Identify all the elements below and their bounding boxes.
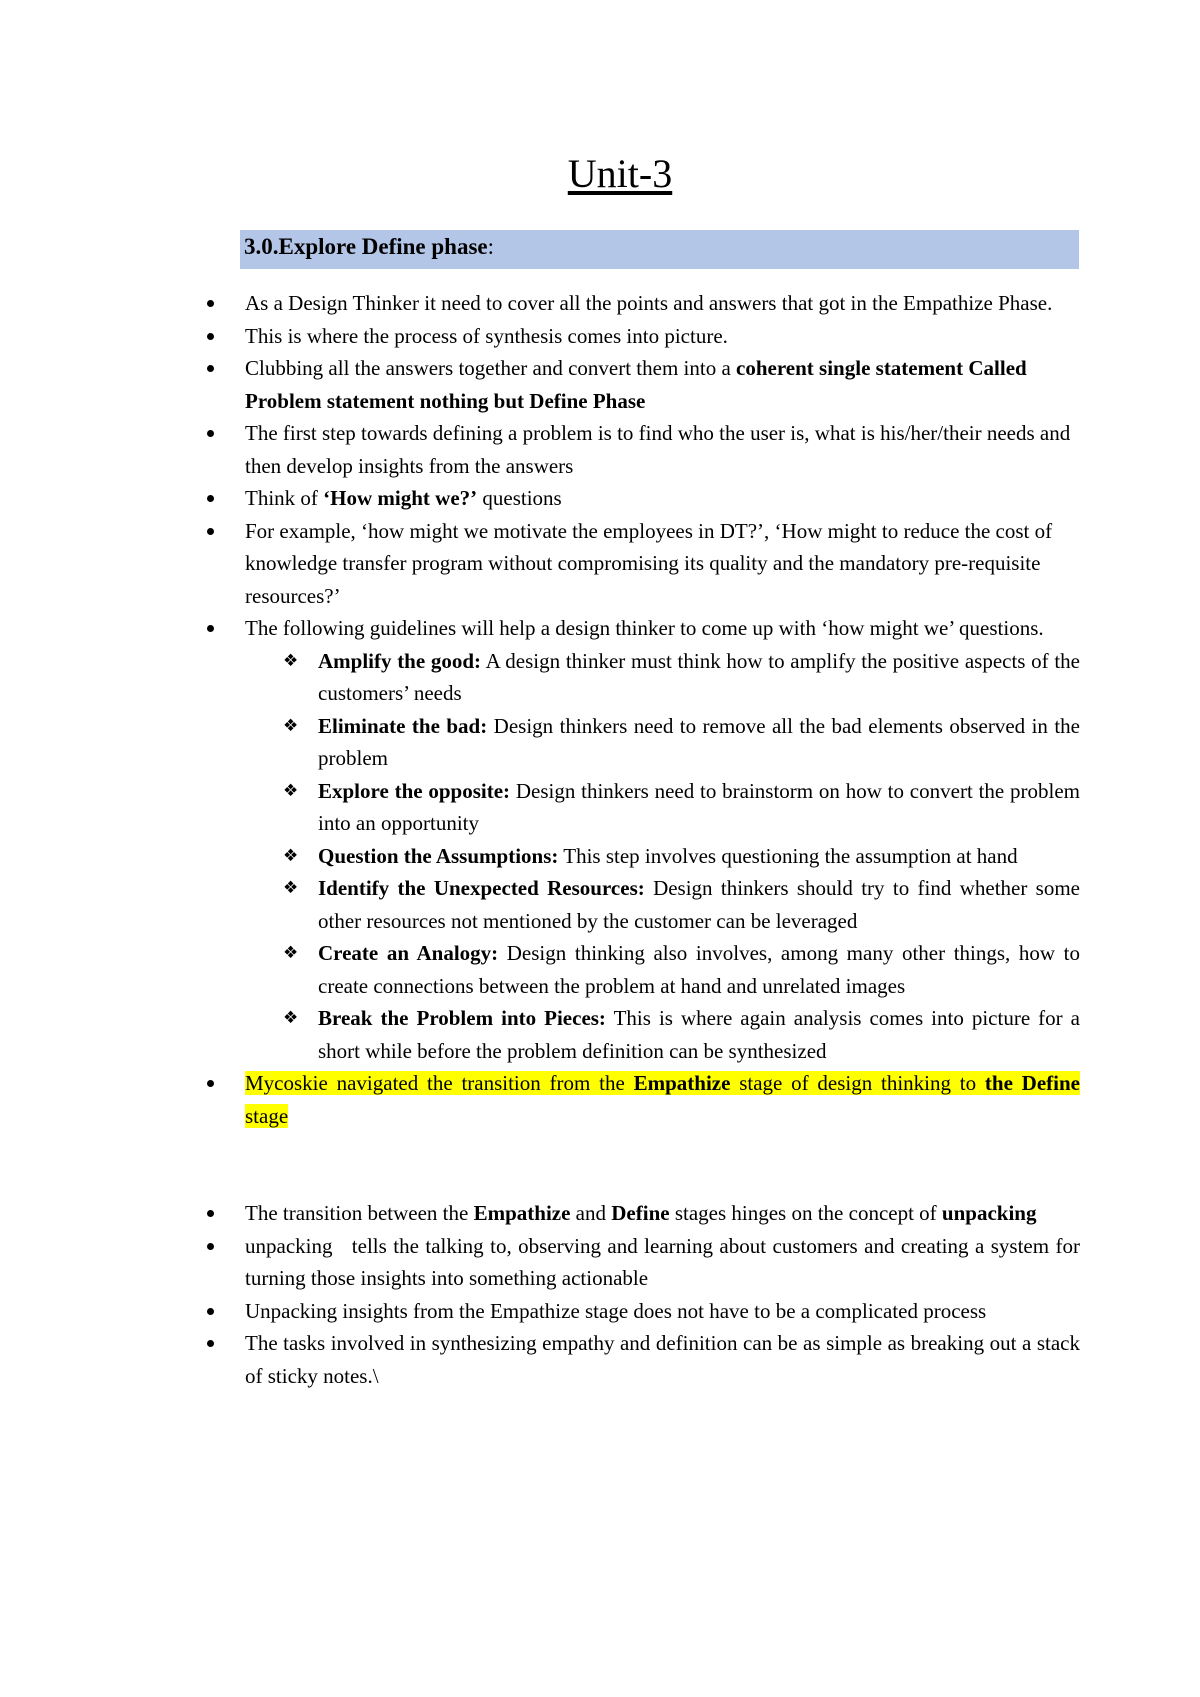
list-item-text: The first step towards defining a problem is to find who the user is, what is his/her/their needs and then develop insights from the answers: [245, 421, 1071, 478]
guideline-text: A design thinker must think how to amplify the positive aspects of the customers’ needs: [318, 648, 1080, 705]
list-item: [0, 1230, 1200, 1295]
guideline-term: Create an Analogy:: [318, 941, 499, 965]
bullet-dot-icon: [207, 1308, 214, 1315]
list-item-text: The following guidelines will help a design thinker to come up with ‘how might we’ questions.: [245, 616, 1044, 640]
bullet-dot-icon: [207, 625, 214, 632]
guideline-text: Design thinkers need to remove all the bad elements observed in the problem: [318, 713, 1081, 770]
list-item: [0, 1295, 1200, 1328]
guideline-term: Explore the opposite:: [318, 778, 511, 803]
section-heading-bar: [240, 230, 1079, 269]
highlighted-text-part: stage: [245, 1103, 289, 1128]
highlighted-bold-text: Empathize: [633, 1071, 731, 1095]
guideline-item: [0, 775, 1200, 840]
section-heading: [244, 234, 494, 260]
list-item-highlighted: [0, 1067, 1200, 1132]
list-item-bold-text: unpacking: [941, 1201, 1037, 1225]
highlighted-bold-text: the Define: [984, 1071, 1080, 1095]
bullet-dot-icon: [207, 528, 214, 535]
four-diamond-icon: ❖: [283, 878, 299, 898]
guideline-item: [0, 840, 1200, 873]
guideline-item: [0, 645, 1200, 710]
list-item-text: Unpacking insights from the Empathize stage does not have to be a complicated process: [245, 1298, 987, 1323]
list-item: [0, 320, 1200, 353]
document-body: [0, 287, 1200, 1392]
bullet-dot-icon: [207, 1210, 214, 1217]
list-item-text: Think of: [245, 486, 324, 510]
four-diamond-icon: ❖: [283, 650, 299, 671]
list-item: [0, 1327, 1200, 1392]
guideline-item: [0, 872, 1200, 937]
bullet-list: [0, 287, 1200, 1132]
list-item-text: stages hinges on the concept of: [669, 1201, 942, 1225]
bullet-dot-icon: [207, 1080, 214, 1087]
bullet-dot-icon: [207, 430, 214, 437]
list-item-text: The transition between the: [245, 1201, 474, 1225]
highlighted-text: [245, 1071, 1080, 1128]
bullet-dot-icon: [207, 333, 214, 340]
bullet-dot-icon: [207, 1340, 214, 1347]
four-diamond-icon: ❖: [283, 780, 299, 801]
bullet-dot-icon: [207, 1243, 214, 1250]
list-item-text: For example, ‘how might we motivate the employees in DT?’, ‘How might to reduce the cost of knowledge transfer program without compromising its quality and the mandatory pre-requisite resources?’: [245, 518, 1053, 608]
four-diamond-icon: ❖: [283, 845, 299, 866]
bullet-list-2: [0, 1197, 1200, 1392]
guideline-item: [0, 710, 1200, 775]
list-item-bold-text: ‘How might we?’: [323, 486, 478, 510]
guideline-item: [0, 937, 1200, 1002]
list-item: [0, 612, 1200, 1067]
guideline-term: Question the Assumptions:: [318, 843, 559, 868]
guideline-text: Design thinking also involves, among many other things, how to create connections between the problem at hand and unrelated images: [318, 941, 1080, 998]
guideline-term: Break the Problem into Pieces:: [318, 1006, 606, 1030]
list-item-text: As a Design Thinker it need to cover all the points and answers that got in the Empathize Phase.: [245, 291, 1053, 315]
guideline-list: [0, 645, 1200, 1068]
list-item-text: This is where the process of synthesis comes into picture.: [245, 323, 728, 348]
four-diamond-icon: ❖: [283, 943, 299, 963]
section-heading-colon: :: [487, 234, 495, 259]
section-heading-text: 3.0.Explore Define phase: [244, 234, 488, 259]
list-item-text: and: [570, 1201, 612, 1225]
guideline-text: This is where again analysis comes into picture for a short while before the problem definition can be synthesized: [318, 1006, 1080, 1063]
guideline-text: This step involves questioning the assumption at hand: [558, 843, 1018, 868]
paragraph-spacer: [0, 1132, 1200, 1197]
list-item-bold-text: coherent single statement Called Problem statement nothing but Define Phase: [245, 356, 1027, 413]
list-item-text: questions: [477, 486, 562, 510]
bullet-dot-icon: [207, 300, 214, 307]
list-item: [0, 287, 1200, 320]
list-item: [0, 515, 1200, 613]
guideline-term: Identify the Unexpected Resources:: [318, 876, 645, 900]
list-item-text: Clubbing all the answers together and convert them into a: [245, 356, 737, 380]
bullet-dot-icon: [207, 365, 214, 372]
guideline-term: Amplify the good:: [318, 648, 482, 673]
list-item-bold-text: Empathize: [473, 1201, 571, 1225]
list-item: [0, 352, 1200, 417]
highlighted-text-part: stage of design thinking to: [730, 1071, 985, 1095]
guideline-text: Design thinkers need to brainstorm on how to convert the problem into an opportunity: [318, 778, 1081, 835]
list-item: [0, 417, 1200, 482]
list-item-bold-text: Define: [611, 1201, 670, 1225]
list-item: [0, 482, 1200, 515]
guideline-term: Eliminate the bad:: [318, 713, 488, 738]
four-diamond-icon: ❖: [283, 715, 299, 736]
list-item-text: unpacking tells the talking to, observing and learning about customers and creating a system for turning those insights into something actionable: [245, 1233, 1086, 1290]
list-item: [0, 1197, 1200, 1230]
four-diamond-icon: ❖: [283, 1008, 299, 1028]
page-title: Unit-3: [567, 151, 673, 196]
highlighted-text-part: Mycoskie navigated the transition from the: [245, 1071, 634, 1095]
bullet-dot-icon: [207, 495, 214, 502]
guideline-item: [0, 1002, 1200, 1067]
guideline-text: Design thinkers should try to find whether some other resources not mentioned by the customer can be leveraged: [318, 876, 1081, 933]
list-item-text: The tasks involved in synthesizing empathy and definition can be as simple as breaking out a stack of sticky notes.\: [245, 1331, 1080, 1388]
